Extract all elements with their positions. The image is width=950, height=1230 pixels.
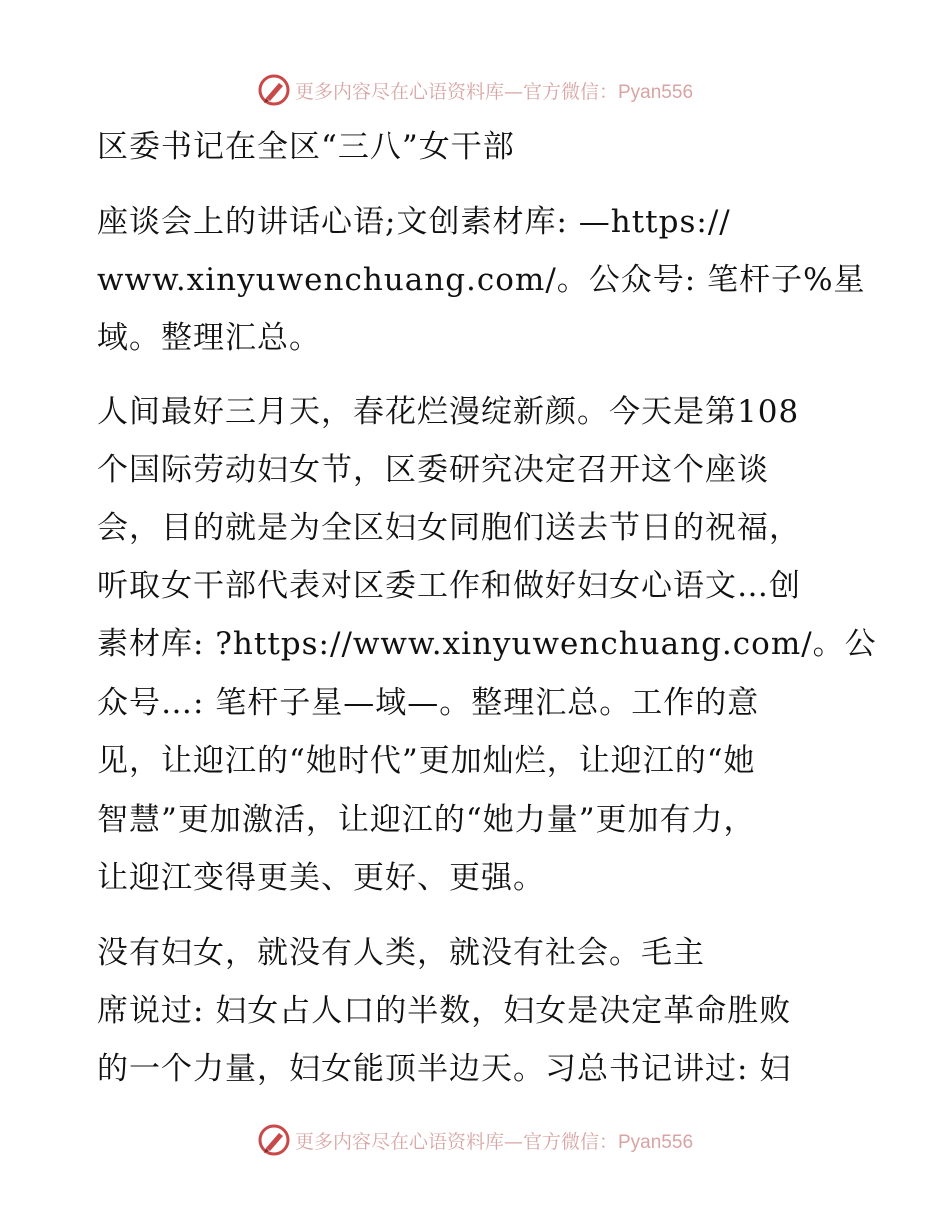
text-line: 听取女干部代表对区委工作和做好妇女心语文…创 [97,568,801,604]
text-line: 素材库: ?https://www.xinyuwenchuang.com/。公 [97,626,877,662]
header-watermark [0,70,950,110]
watermark-handle: Pyan556 [618,1131,694,1153]
text-line: 智慧”更加激活，让迎江的“她力量”更加有力， [97,802,756,838]
text-line: 让迎江变得更美、更好、更强。 [97,860,545,896]
watermark-text: 更多内容尽在心语资料库—官方微信：Pyan556 [294,80,694,103]
footer-watermark [0,1120,950,1160]
text-line: www.xinyuwenchuang.com/。公众号: 笔杆子%星 [97,262,866,298]
text-line: 没有妇女，就没有人类，就没有社会。毛主 [97,935,705,971]
text-line: 域。整理汇总。 [97,320,321,356]
text-line: 人间最好三月天，春花烂漫绽新颜。今天是第108 [97,394,800,430]
watermark-text: 更多内容尽在心语资料库—官方微信：Pyan556 [294,1130,694,1153]
red-pen-circle-logo [257,1123,291,1157]
text-line: 个国际劳动妇女节，区委研究决定召开这个座谈 [97,452,769,488]
text-line: 众号…: 笔杆子星—域—。整理汇总。工作的意 [97,685,760,721]
text-line: 会，目的就是为全区妇女同胞们送去节日的祝福， [97,510,801,546]
text-line: 的一个力量，妇女能顶半边天。习总书记讲过: 妇 [97,1051,792,1087]
watermark-handle: Pyan556 [618,81,694,103]
title-line-2: 座谈会上的讲话心语;文创素材库: —https:// [97,204,731,240]
text-line: 见，让迎江的“她时代”更加灿烂，让迎江的“她 [97,743,756,779]
title-line-1: 区委书记在全区“三八”女干部 [97,129,515,165]
text-line: 席说过: 妇女占人口的半数，妇女是决定革命胜败 [97,993,792,1029]
red-pen-circle-logo [257,73,291,107]
